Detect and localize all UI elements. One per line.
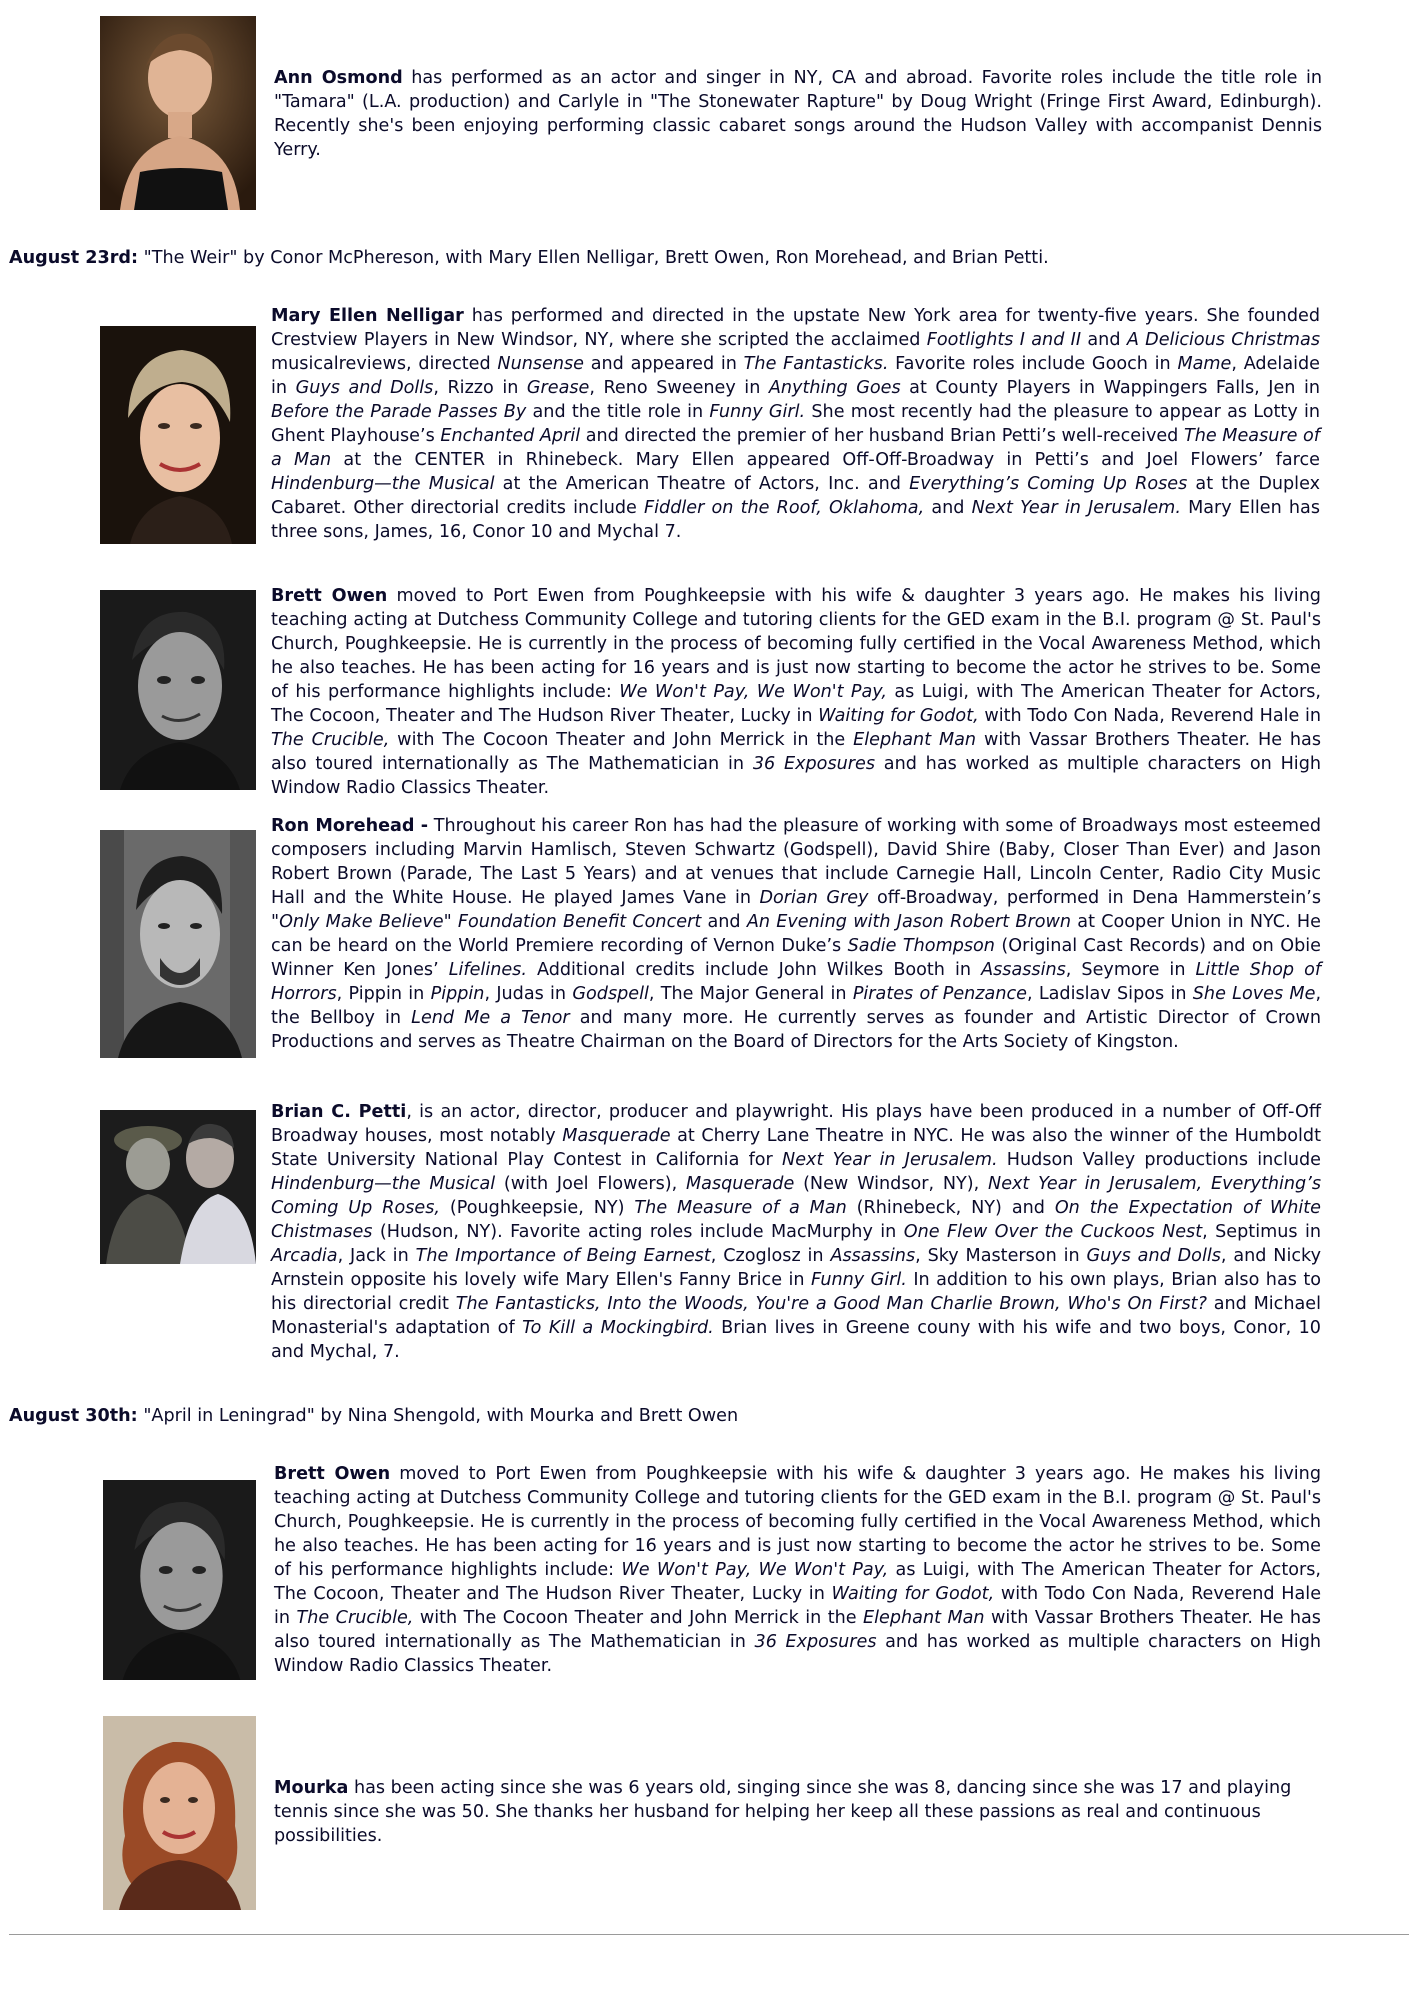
- ann-osmond-bio: Ann Osmond has performed as an actor and singer in NY, CA and abroad. Favorite roles include the title role in "Tamara" (L.A. production) and Carlyle in "The Stonewater Rapture" by Doug Wright (Fringe First Award, Edinburgh). Recently she's been enjoying performing classic cabaret songs around the Hudson Valley with accompanist Dennis Yerry.: [274, 68, 1322, 160]
- mourka-bio: Mourka has been acting since she was 6 years old, singing since she was 8, dancing since she was 17 and playing tennis since she was 50. She thanks her husband for helping her keep all these passions as real and continuous possibilities.: [274, 1778, 1292, 1846]
- ron-morehead-photo: [100, 830, 256, 1058]
- brett-owen-name: Brett Owen: [274, 1464, 391, 1484]
- ann-osmond-photo: [100, 16, 256, 210]
- schedule-date: August 23rd:: [9, 248, 139, 268]
- mary-ellen-nelligar-name: Mary Ellen Nelligar: [271, 306, 464, 326]
- mary-ellen-nelligar-bio: Mary Ellen Nelligar has performed and directed in the upstate New York area for twenty-five years. She founded Crestview Players in New Windsor, NY, where she scripted the acclaimed Footlights I and II and A Delicious Christmas musicalreviews, directed Nunsense and appeared in The Fantasticks. Favorite roles include Gooch in Mame, Adelaide in Guys and Dolls, Rizzo in Grease, Reno Sweeney in Anything Goes at County Players in Wappingers Falls, Jen in Before the Parade Passes By and the title role in Funny Girl. She most recently had the pleasure to appear as Lotty in Ghent Playhouse’s Enchanted April and directed the premier of her husband Brian Petti’s well-received The Measure of a Man at the CENTER in Rhinebeck. Mary Ellen appeared Off-Off-Broadway in Petti’s and Joel Flowers’ farce Hindenburg—the Musical at the American Theatre of Actors, Inc. and Everything’s Coming Up Roses at the Duplex Cabaret. Other directorial credits include Fiddler on the Roof, Oklahoma, and Next Year in Jerusalem. Mary Ellen has three sons, James, 16, Conor 10 and Mychal 7.: [271, 306, 1321, 542]
- ron-morehead-bio: Ron Morehead - Throughout his career Ron has had the pleasure of working with some of Broadways most esteemed composers including Marvin Hamlisch, Steven Schwartz (Godspell), David Shire (Baby, Closer Than Ever) and Jason Robert Brown (Parade, The Last 5 Years) and at venues that include Carnegie Hall, Lincoln Center, Radio City Music Hall and the White House. He played James Vane in Dorian Grey off-Broadway, performed in Dena Hammerstein’s "Only Make Believe" Foundation Benefit Concert and An Evening with Jason Robert Brown at Cooper Union in NYC. He can be heard on the World Premiere recording of Vernon Duke’s Sadie Thompson (Original Cast Records) and on Obie Winner Ken Jones’ Lifelines. Additional credits include John Wilkes Booth in Assassins, Seymore in Little Shop of Horrors, Pippin in Pippin, Judas in Godspell, The Major General in Pirates of Penzance, Ladislav Sipos in She Loves Me, the Bellboy in Lend Me a Tenor and many more. He currently serves as founder and Artistic Director of Crown Productions and serves as Theatre Chairman on the Board of Directors for the Arts Society of Kingston.: [271, 816, 1322, 1052]
- mourka-name: Mourka: [274, 1778, 349, 1798]
- schedule-aug30: August 30th: "April in Leningrad" by Nina Shengold, with Mourka and Brett Owen: [9, 1406, 739, 1426]
- brian-petti-name: Brian C. Petti: [271, 1102, 407, 1122]
- brett-owen-bio-2: Brett Owen moved to Port Ewen from Poughkeepsie with his wife & daughter 3 years ago. He makes his living teaching acting at Dutchess Community College and tutoring clients for the GED exam in the B.I. program @ St. Paul's Church, Poughkeepsie. He is currently in the process of becoming fully certified in the Vocal Awareness Method, which he also teaches. He has been acting for 16 years and is just now starting to become the actor he strives to be. Some of his performance highlights include: We Won't Pay, We Won't Pay, as Luigi, with The American Theater for Actors, The Cocoon, Theater and The Hudson River Theater, Lucky in Waiting for Godot, with Todo Con Nada, Reverend Hale in The Crucible, with The Cocoon Theater and John Merrick in the Elephant Man with Vassar Brothers Theater. He has also toured internationally as The Mathematician in 36 Exposures and has worked as multiple characters on High Window Radio Classics Theater.: [274, 1464, 1322, 1676]
- brett-owen-photo: [100, 590, 256, 790]
- mourka-photo: [103, 1716, 256, 1910]
- bottom-divider: [9, 1934, 1409, 1935]
- brett-owen-photo-2: [103, 1480, 256, 1680]
- mary-ellen-nelligar-photo: [100, 326, 256, 544]
- brett-owen-name: Brett Owen: [271, 586, 388, 606]
- brian-petti-photo: [100, 1110, 256, 1264]
- ann-osmond-name: Ann Osmond: [274, 68, 403, 88]
- brian-petti-bio: Brian C. Petti, is an actor, director, producer and playwright. His plays have been produced in a number of Off-Off Broadway houses, most notably Masquerade at Cherry Lane Theatre in NYC. He was also the winner of the Humboldt State University National Play Contest in California for Next Year in Jerusalem. Hudson Valley productions include Hindenburg—the Musical (with Joel Flowers), Masquerade (New Windsor, NY), Next Year in Jerusalem, Everything’s Coming Up Roses, (Poughkeepsie, NY) The Measure of a Man (Rhinebeck, NY) and On the Expectation of White Chistmases (Hudson, NY). Favorite acting roles include MacMurphy in One Flew Over the Cuckoos Nest, Septimus in Arcadia, Jack in The Importance of Being Earnest, Czoglosz in Assassins, Sky Masterson in Guys and Dolls, and Nicky Arnstein opposite his lovely wife Mary Ellen's Fanny Brice in Funny Girl. In addition to his own plays, Brian also has to his directorial credit The Fantasticks, Into the Woods, You're a Good Man Charlie Brown, Who's On First? and Michael Monasterial's adaptation of To Kill a Mockingbird. Brian lives in Greene couny with his wife and two boys, Conor, 10 and Mychal, 7.: [271, 1102, 1322, 1362]
- schedule-aug23: August 23rd: "The Weir" by Conor McPhereson, with Mary Ellen Nelligar, Brett Owen, Ron Morehead, and Brian Petti.: [9, 248, 1049, 268]
- ron-morehead-name: Ron Morehead -: [271, 816, 429, 836]
- brett-owen-bio: Brett Owen moved to Port Ewen from Poughkeepsie with his wife & daughter 3 years ago. He makes his living teaching acting at Dutchess Community College and tutoring clients for the GED exam in the B.I. program @ St. Paul's Church, Poughkeepsie. He is currently in the process of becoming fully certified in the Vocal Awareness Method, which he also teaches. He has been acting for 16 years and is just now starting to become the actor he strives to be. Some of his performance highlights include: We Won't Pay, We Won't Pay, as Luigi, with The American Theater for Actors, The Cocoon, Theater and The Hudson River Theater, Lucky in Waiting for Godot, with Todo Con Nada, Reverend Hale in The Crucible, with The Cocoon Theater and John Merrick in the Elephant Man with Vassar Brothers Theater. He has also toured internationally as The Mathematician in 36 Exposures and has worked as multiple characters on High Window Radio Classics Theater.: [271, 586, 1322, 798]
- schedule-date: August 30th:: [9, 1406, 138, 1426]
